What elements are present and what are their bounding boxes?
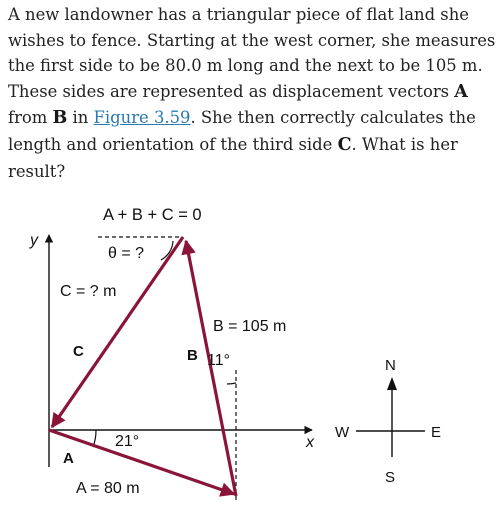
compass-south-label: S	[385, 469, 396, 486]
problem-text-part-3: in	[67, 108, 94, 128]
problem-text	[8, 2, 498, 184]
problem-text-part-2: from	[8, 108, 53, 128]
b-magnitude-label: B = 105 m	[213, 318, 287, 335]
problem-text-part-1: A new landowner has a triangular piece of flat land she wishes to fence. Starting at the west corner, she measures the first side to be 80.0 m long and the next to be 105 m. These sides are represented as displacement vectors	[8, 5, 496, 101]
a-magnitude-label: A = 80 m	[76, 480, 140, 497]
theta-label: θ = ?	[108, 245, 145, 262]
problem-text-part-4: . She then correctly calculates the length and orientation of the third side	[8, 108, 476, 154]
angle-arc-11	[227, 383, 236, 384]
vector-c-symbol: C	[337, 134, 352, 155]
vector-c-arrow	[52, 237, 183, 427]
problem-text-part-5: . What is her result?	[8, 134, 458, 181]
angle-arc-theta	[161, 241, 173, 260]
b-vector-label: B	[187, 347, 198, 364]
x-axis-label: x	[306, 434, 314, 451]
compass-north-label: N	[385, 357, 396, 374]
vector-b-symbol: B	[52, 108, 68, 129]
y-axis-label: y	[30, 232, 38, 249]
b-angle-label: 11°	[207, 352, 231, 369]
compass-west-label: W	[335, 424, 350, 441]
compass-east-label: E	[431, 424, 442, 441]
c-vector-label: C	[73, 343, 84, 360]
vector-triangle-figure	[0, 195, 504, 519]
a-angle-label: 21°	[115, 433, 140, 450]
compass-north-arrowhead	[387, 377, 397, 390]
vector-a-symbol: A	[454, 81, 468, 102]
c-magnitude-label: C = ? m	[60, 283, 117, 300]
a-vector-label: A	[63, 450, 74, 467]
compass-rose	[335, 357, 441, 486]
figure-link[interactable]: Figure 3.59	[93, 108, 191, 128]
equation-label: A + B + C = 0	[103, 206, 202, 224]
